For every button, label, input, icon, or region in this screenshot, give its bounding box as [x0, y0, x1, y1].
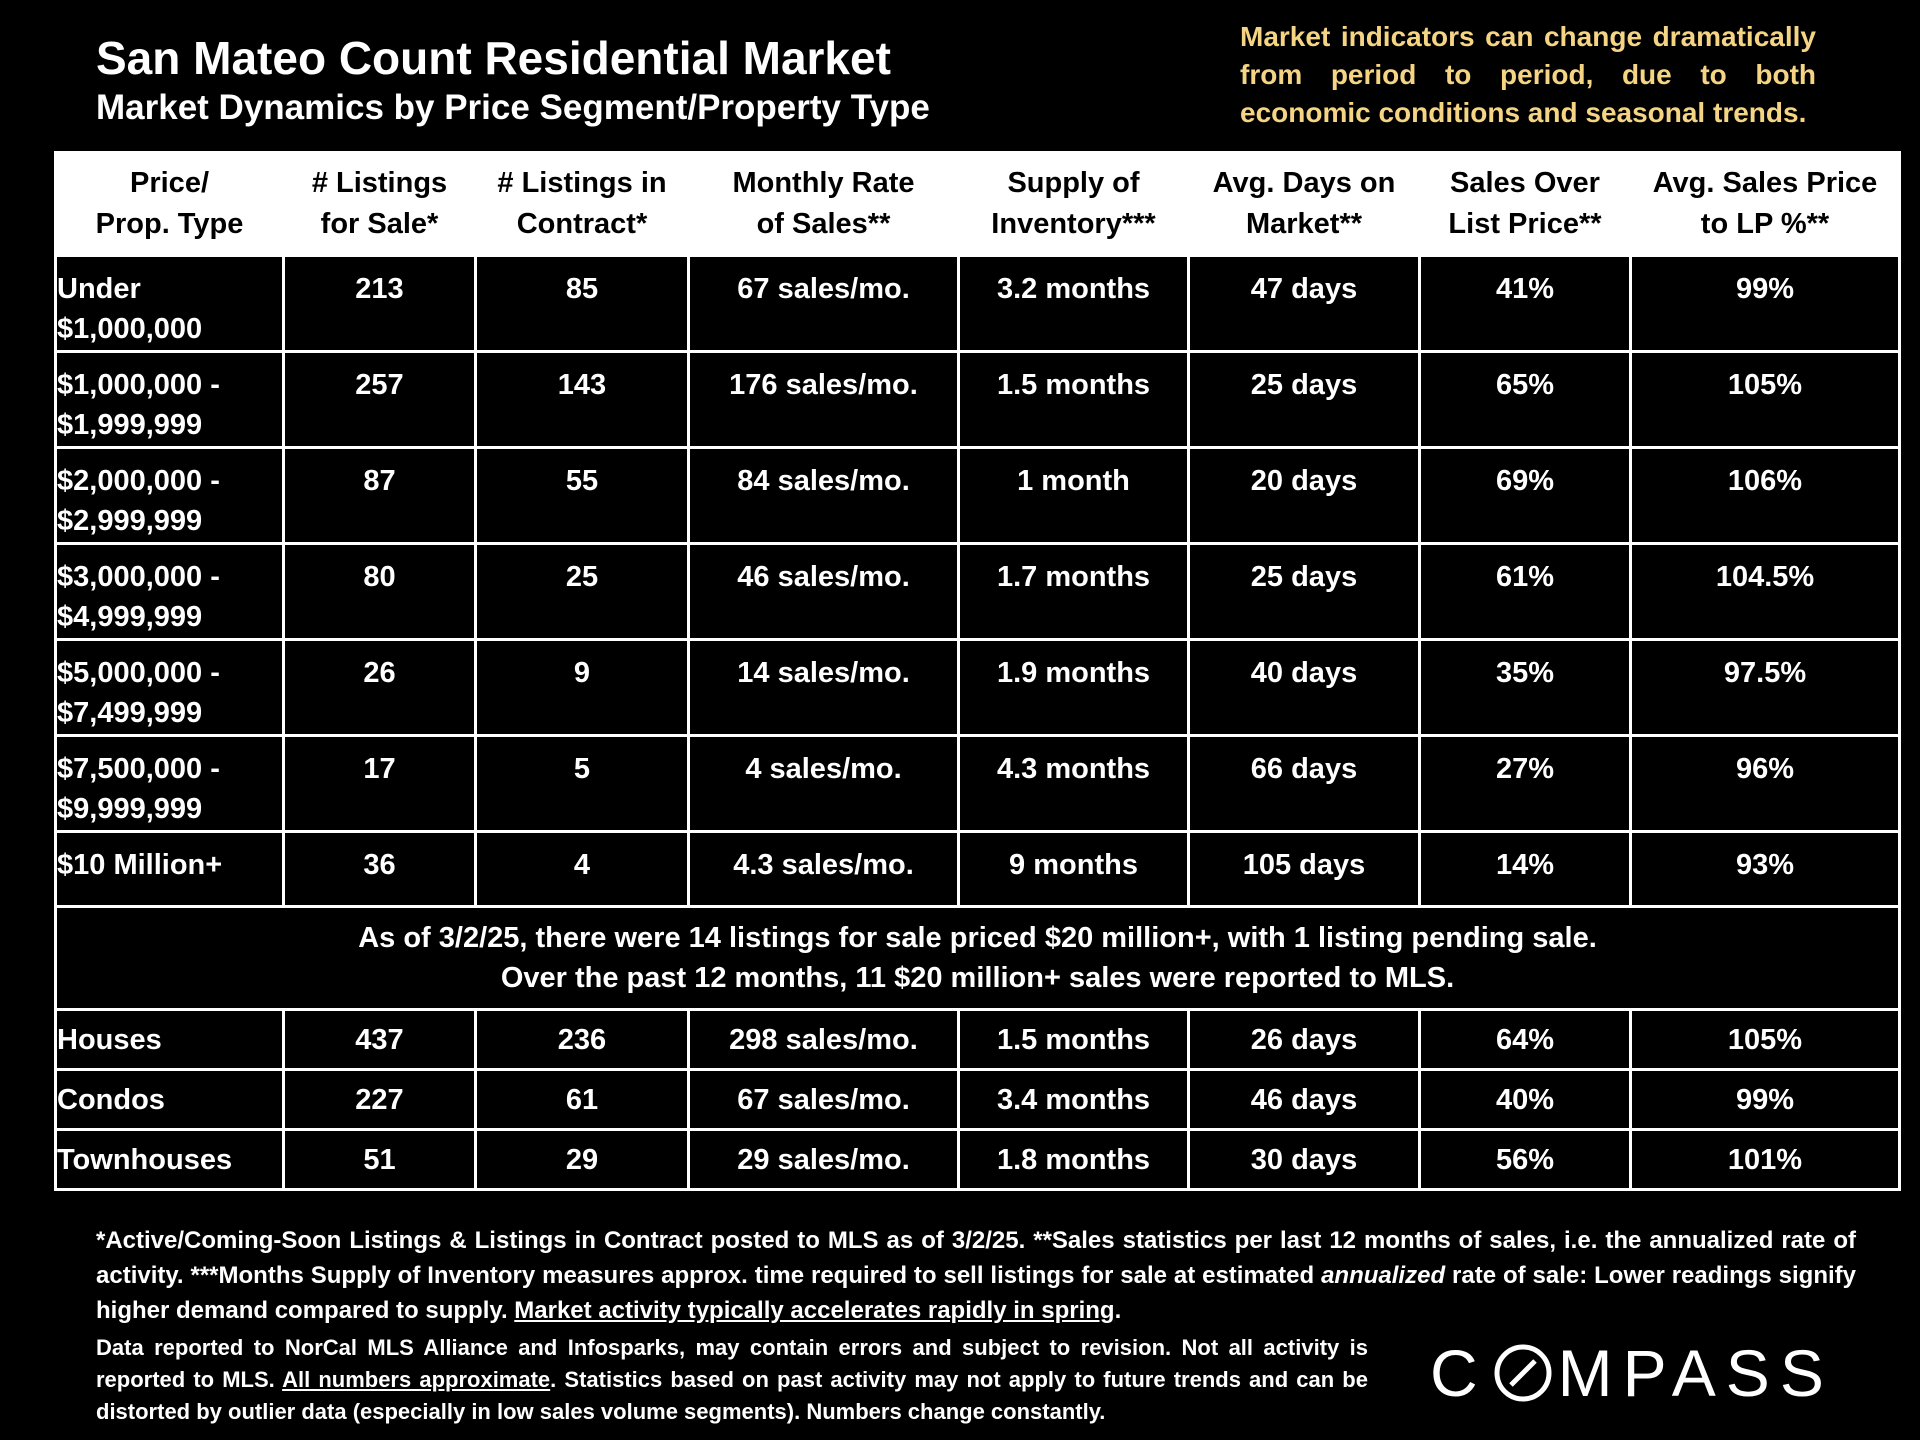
table-cell: 47 days — [1189, 256, 1420, 352]
column-header — [1420, 153, 1631, 256]
table-cell: 87 — [284, 448, 476, 544]
logo-letter: C — [1430, 1336, 1488, 1410]
luxury-note — [56, 907, 1900, 1010]
footnote-highlight: Market activity typically accelerates rapidly in spring — [514, 1297, 1115, 1324]
column-header-line: Price/ — [130, 167, 209, 199]
property-type-label: Houses — [56, 1010, 284, 1070]
column-header-line: Inventory*** — [991, 208, 1156, 240]
table-cell: 61 — [476, 1070, 689, 1130]
segment-label-line: $7,499,999 — [57, 697, 203, 729]
table-cell: 1.8 months — [959, 1130, 1189, 1190]
table-cell: 35% — [1420, 640, 1631, 736]
table-cell: 4 — [476, 832, 689, 907]
luxury-note-line: As of 3/2/25, there were 14 listings for sale priced $20 million+, with 1 listing pending sale. — [358, 922, 1597, 954]
table-row — [56, 1010, 1900, 1070]
table-cell: 99% — [1631, 256, 1900, 352]
column-header-line: List Price** — [1448, 208, 1602, 240]
column-header — [284, 153, 476, 256]
table-row — [56, 832, 1900, 907]
table-cell: 101% — [1631, 1130, 1900, 1190]
table-cell: 25 days — [1189, 544, 1420, 640]
table-row — [56, 736, 1900, 832]
table-cell: 64% — [1420, 1010, 1631, 1070]
column-header — [476, 153, 689, 256]
table-cell: 30 days — [1189, 1130, 1420, 1190]
table-cell: 25 days — [1189, 352, 1420, 448]
table-cell: 9 months — [959, 832, 1189, 907]
table-cell: 1.5 months — [959, 352, 1189, 448]
column-header-line: Sales Over — [1450, 167, 1600, 199]
table-row — [56, 352, 1900, 448]
footnote-text: rate of sale: Lower readings signify higher demand compared to supply. — [96, 1262, 1856, 1324]
table-cell: 55 — [476, 448, 689, 544]
table-cell: 26 — [284, 640, 476, 736]
segment-label-line: $4,999,999 — [57, 601, 203, 633]
table-cell: 14 sales/mo. — [689, 640, 959, 736]
page-title: San Mateo Count Residential Market — [96, 32, 891, 84]
disclaimer-highlight: All numbers approximate — [282, 1367, 551, 1392]
segment-label-line: $1,000,000 - — [57, 369, 220, 401]
table-cell: 9 — [476, 640, 689, 736]
footnote-disclaimer — [96, 1332, 1368, 1428]
column-header — [1631, 153, 1900, 256]
table-cell: 437 — [284, 1010, 476, 1070]
column-header-line: Avg. Sales Price — [1652, 167, 1878, 199]
table-cell: 69% — [1420, 448, 1631, 544]
column-header — [959, 153, 1189, 256]
table-cell: 65% — [1420, 352, 1631, 448]
table-cell: 104.5% — [1631, 544, 1900, 640]
table-cell: 84 sales/mo. — [689, 448, 959, 544]
segment-label — [56, 256, 284, 352]
table-cell: 97.5% — [1631, 640, 1900, 736]
segment-label-line: $1,000,000 — [57, 313, 203, 345]
column-header-line: Contract* — [516, 208, 648, 240]
footnote-text: . — [1114, 1297, 1122, 1324]
footnote-emphasis: annualized — [1321, 1262, 1446, 1289]
compass-o-icon — [1492, 1342, 1554, 1404]
segment-label-line: $2,999,999 — [57, 505, 203, 537]
table-row — [56, 448, 1900, 544]
table-cell: 257 — [284, 352, 476, 448]
table-cell: 66 days — [1189, 736, 1420, 832]
column-header-line: # Listings — [311, 167, 448, 199]
table-cell: 1.7 months — [959, 544, 1189, 640]
table-cell: 176 sales/mo. — [689, 352, 959, 448]
logo-letters: MPASS — [1557, 1336, 1834, 1410]
segment-label-line: $2,000,000 - — [57, 465, 220, 497]
segment-label-line: $7,500,000 - — [57, 753, 220, 785]
table-cell: 40 days — [1189, 640, 1420, 736]
column-header-line: Avg. Days on — [1212, 167, 1396, 199]
table-cell: 29 sales/mo. — [689, 1130, 959, 1190]
segment-label-line: $1,999,999 — [57, 409, 203, 441]
column-header-line: Supply of — [1007, 167, 1140, 199]
segment-label — [56, 448, 284, 544]
table-cell: 80 — [284, 544, 476, 640]
table-cell: 99% — [1631, 1070, 1900, 1130]
table-cell: 14% — [1420, 832, 1631, 907]
table-cell: 36 — [284, 832, 476, 907]
table-cell: 3.4 months — [959, 1070, 1189, 1130]
table-cell: 46 sales/mo. — [689, 544, 959, 640]
table-header — [56, 153, 1900, 256]
table-cell: 96% — [1631, 736, 1900, 832]
column-header-line: for Sale* — [320, 208, 439, 240]
segment-label — [56, 736, 284, 832]
segment-label — [56, 352, 284, 448]
table-cell: 25 — [476, 544, 689, 640]
segment-label-line: Under — [57, 273, 141, 305]
disclaimer-text: . Statistics based on past activity may not apply to future trends and can be distorted by outlier data (especially in low sales volume segments). Numbers change constantly. — [96, 1367, 1368, 1424]
table-cell: 61% — [1420, 544, 1631, 640]
table-cell: 1 month — [959, 448, 1189, 544]
column-header-line: # Listings in — [497, 167, 667, 199]
table-cell: 67 sales/mo. — [689, 256, 959, 352]
disclaimer-text: Data reported to NorCal MLS Alliance and Infosparks, may contain errors and subject to revision. Not all activity is reported to MLS. — [96, 1335, 1368, 1392]
segment-label-line: $3,000,000 - — [57, 561, 220, 593]
segment-label-line: $9,999,999 — [57, 793, 203, 825]
segment-label-line: $10 Million+ — [57, 849, 223, 881]
compass-logo — [1430, 1336, 1840, 1410]
table-cell: 4.3 sales/mo. — [689, 832, 959, 907]
table-cell: 4 sales/mo. — [689, 736, 959, 832]
footnote-definitions — [96, 1223, 1856, 1328]
column-header — [689, 153, 959, 256]
table-cell: 29 — [476, 1130, 689, 1190]
table-cell: 26 days — [1189, 1010, 1420, 1070]
segment-label-line: $5,000,000 - — [57, 657, 220, 689]
property-type-label: Townhouses — [56, 1130, 284, 1190]
table-row — [56, 256, 1900, 352]
table-cell: 1.5 months — [959, 1010, 1189, 1070]
table-row — [56, 640, 1900, 736]
table-row — [56, 1130, 1900, 1190]
table-cell: 227 — [284, 1070, 476, 1130]
table-cell: 106% — [1631, 448, 1900, 544]
table-cell: 67 sales/mo. — [689, 1070, 959, 1130]
table-cell: 17 — [284, 736, 476, 832]
column-header-line: to LP %** — [1700, 208, 1830, 240]
table-cell: 56% — [1420, 1130, 1631, 1190]
page-subtitle: Market Dynamics by Price Segment/Property Type — [96, 88, 930, 127]
market-table — [54, 151, 1901, 1191]
column-header-line: Market** — [1245, 208, 1363, 240]
table-cell: 41% — [1420, 256, 1631, 352]
table-cell: 105% — [1631, 352, 1900, 448]
column-header — [56, 153, 284, 256]
table-cell: 40% — [1420, 1070, 1631, 1130]
column-header-line: Monthly Rate — [732, 167, 915, 199]
property-type-label: Condos — [56, 1070, 284, 1130]
table-row — [56, 1070, 1900, 1130]
market-note: Market indicators can change dramatically from period to period, due to both economic conditions and seasonal trends. — [1240, 21, 1816, 128]
segment-label — [56, 544, 284, 640]
table-cell: 1.9 months — [959, 640, 1189, 736]
table-cell: 93% — [1631, 832, 1900, 907]
table-row — [56, 544, 1900, 640]
table-cell: 46 days — [1189, 1070, 1420, 1130]
segment-label — [56, 640, 284, 736]
footnote-text: *Active/Coming-Soon Listings & Listings in Contract posted to MLS as of 3/2/25. **Sales statistics per last 12 months of sales, i.e. the annualized rate of activity. ***Months Supply of Inventory measures approx. time required to sell listings for sale at estimated — [96, 1227, 1856, 1289]
table-cell: 51 — [284, 1130, 476, 1190]
table-cell: 105 days — [1189, 832, 1420, 907]
column-header-line: of Sales** — [756, 208, 891, 240]
luxury-note-line: Over the past 12 months, 11 $20 million+ sales were reported to MLS. — [500, 962, 1455, 994]
column-header-line: Prop. Type — [95, 208, 244, 240]
table-cell: 105% — [1631, 1010, 1900, 1070]
segment-label — [56, 832, 284, 907]
table-cell: 298 sales/mo. — [689, 1010, 959, 1070]
table-cell: 3.2 months — [959, 256, 1189, 352]
table-cell: 143 — [476, 352, 689, 448]
table-cell: 213 — [284, 256, 476, 352]
table-cell: 27% — [1420, 736, 1631, 832]
luxury-note-row — [56, 907, 1900, 1010]
table-cell: 5 — [476, 736, 689, 832]
column-header — [1189, 153, 1420, 256]
table-cell: 4.3 months — [959, 736, 1189, 832]
table-cell: 85 — [476, 256, 689, 352]
table-cell: 236 — [476, 1010, 689, 1070]
table-cell: 20 days — [1189, 448, 1420, 544]
